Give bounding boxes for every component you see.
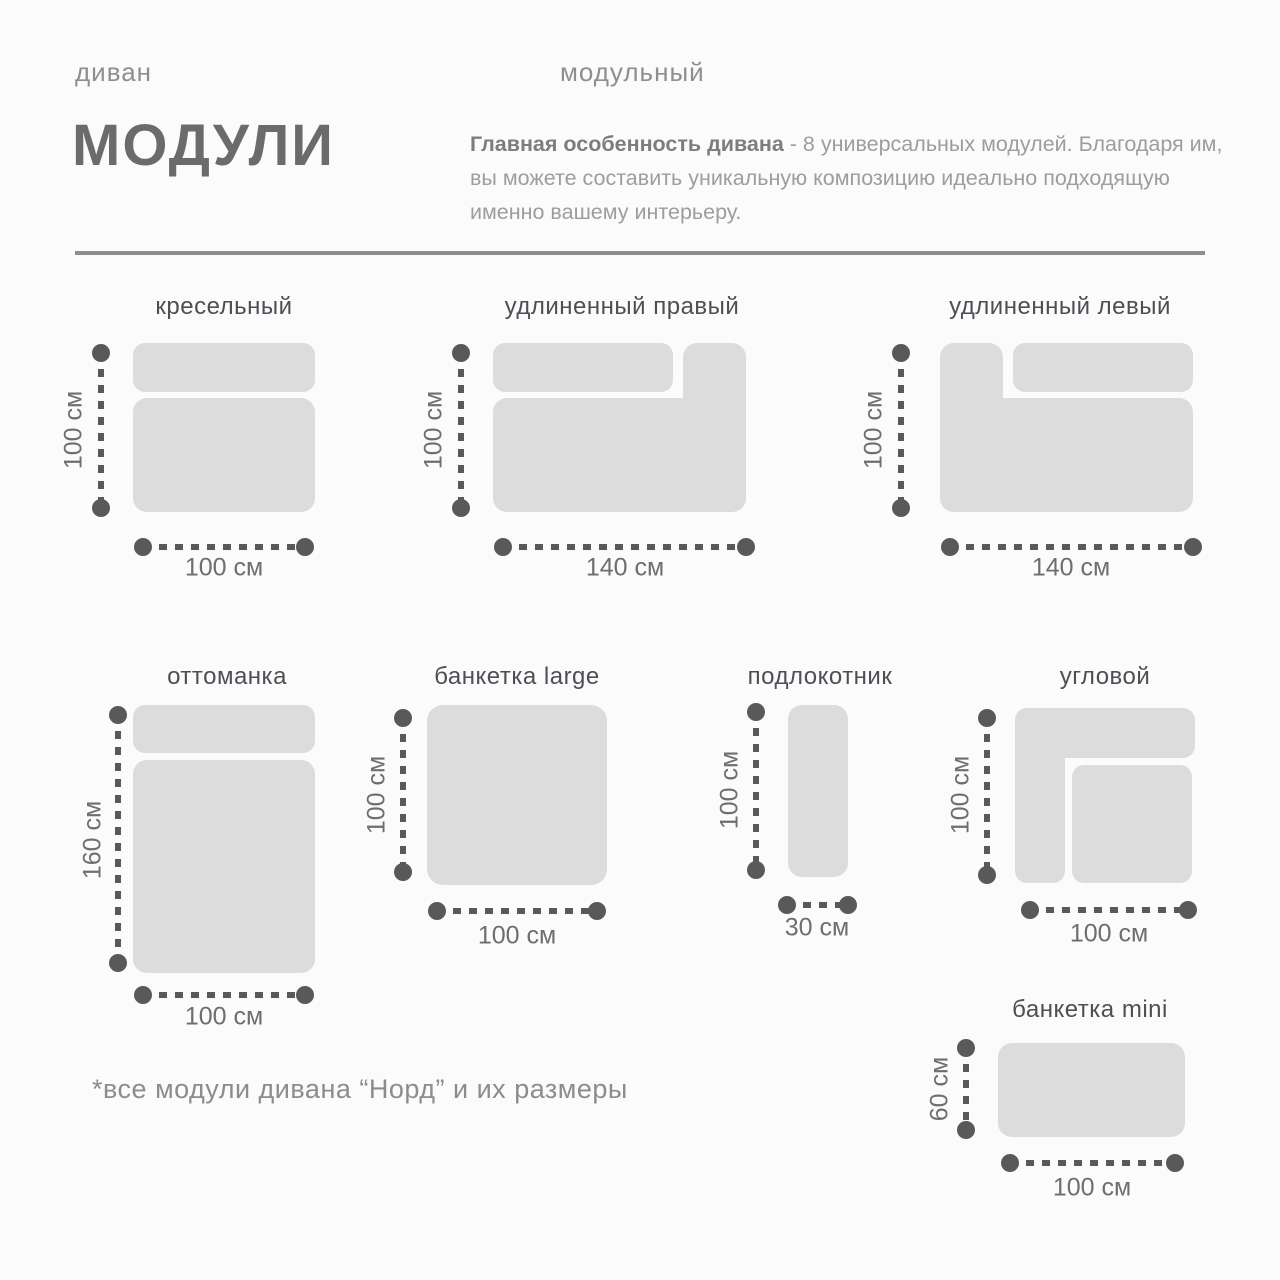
width-dimension-label: 30 см [784,913,850,942]
kicker-right: модульный [560,57,705,87]
width-dimension-line [1010,1160,1175,1166]
height-dimension-label: 160 см [78,800,107,880]
width-dimension-label: 100 см [184,1002,264,1031]
page-title: МОДУЛИ [72,113,335,178]
module-name: банкетка large [434,663,600,690]
module-name: банкетка mini [1012,996,1168,1023]
width-dimension-label: 100 см [1052,1173,1132,1202]
height-dimension-line [963,1048,969,1130]
height-dimension-label: 100 см [59,390,88,470]
height-dimension-label: 100 см [859,390,888,470]
module-name: удлиненный правый [504,293,740,320]
module-name: подлокотник [747,663,893,690]
width-dimension-label: 140 см [1031,553,1111,582]
height-dimension-label: 100 см [946,755,975,835]
height-dimension-label: 100 см [715,750,744,830]
intro-rest: - 8 универсальных модулей. Благодаря им, вы можете составить уникальную композицию идеально подходящую именно вашему интерьеру. [470,132,1235,224]
height-dimension-label: 100 см [419,390,448,470]
module-name: оттоманка [167,663,287,690]
kicker-left: диван [75,57,153,87]
module-name: кресельный [155,293,293,320]
intro-lead: Главная особенность дивана [470,132,784,156]
width-dimension-label: 100 см [477,921,557,950]
height-dimension-label: 100 см [362,755,391,835]
width-dimension-label: 140 см [585,553,665,582]
width-dimension-label: 100 см [1069,919,1149,948]
seat-shape [998,1043,1185,1137]
module-name: удлиненный левый [949,293,1171,320]
width-dimension-label: 100 см [184,553,264,582]
height-dimension-label: 60 см [925,1056,954,1122]
footnote: *все модули дивана “Норд” и их размеры [92,1074,628,1104]
module-name: угловой [1059,663,1151,690]
